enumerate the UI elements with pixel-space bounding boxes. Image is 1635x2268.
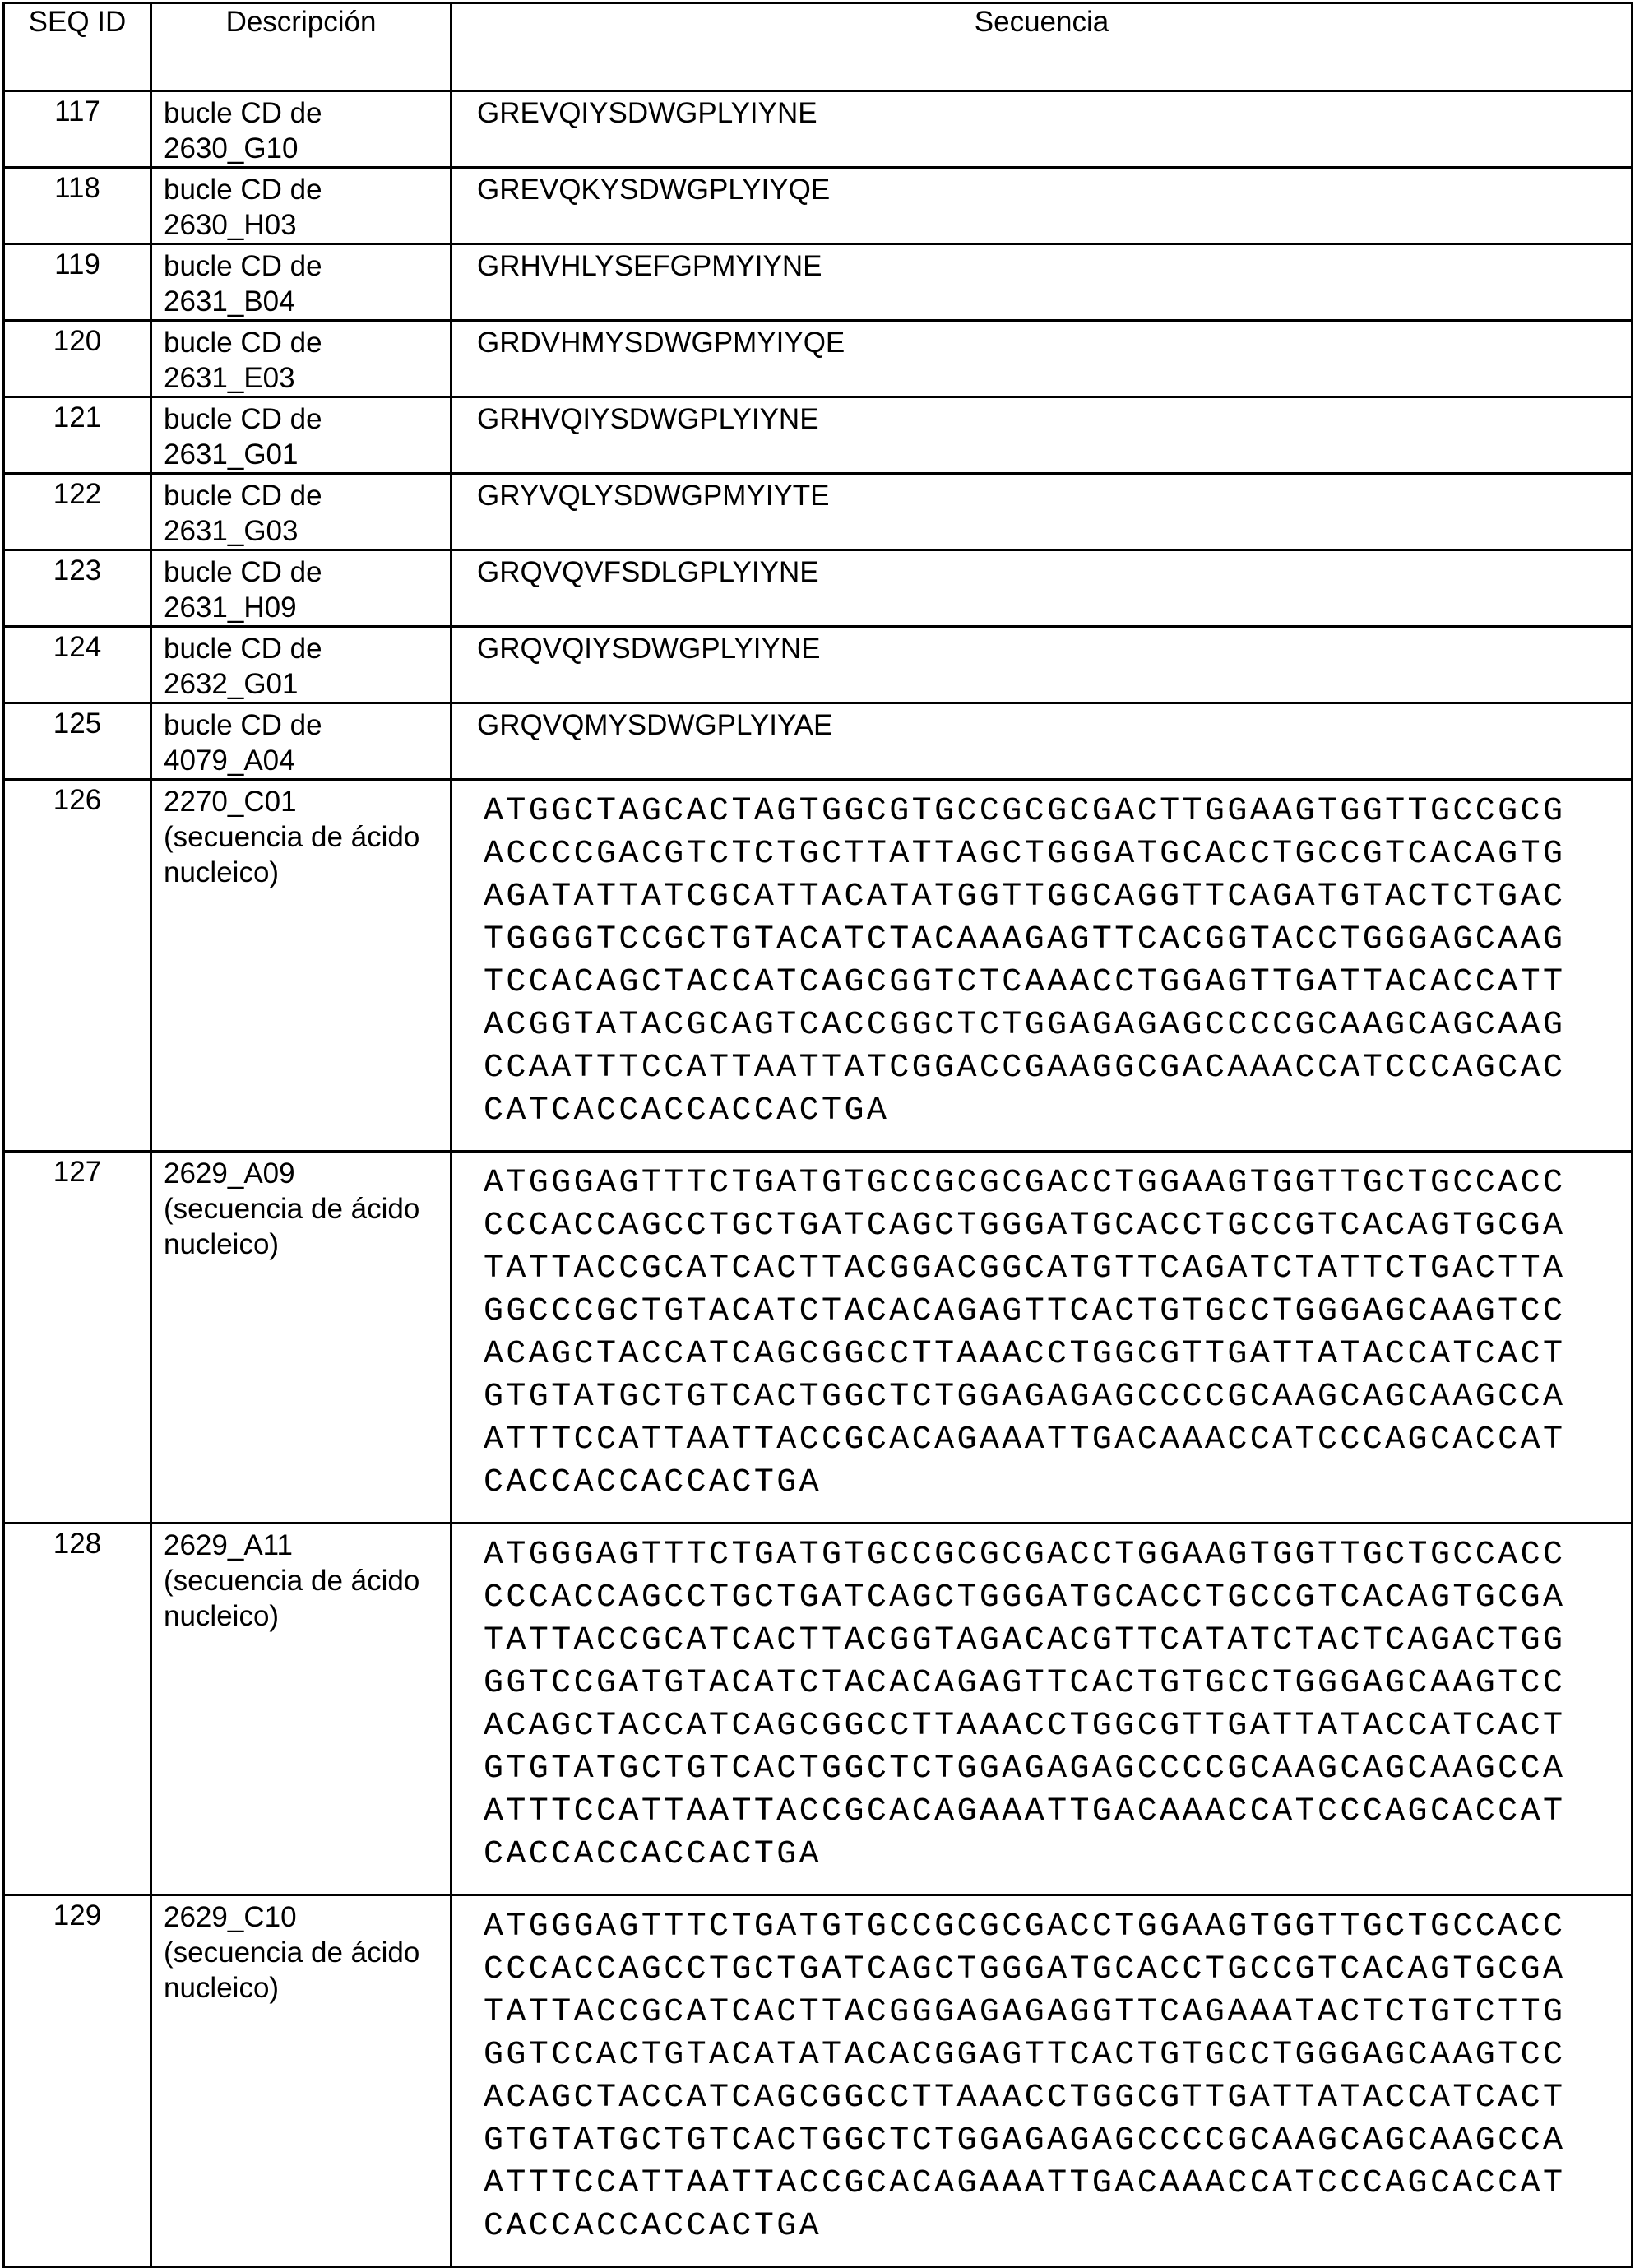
sequence-line: GREVQKYSDWGPLYIYQE <box>477 174 1631 206</box>
description-line: (secuencia de ácido <box>164 1191 450 1227</box>
description-cell <box>151 1524 452 1895</box>
sequence-line: TATTACCGCATCACTTACGGGAGAGAGGTTCAGAAATACTCTGTCTTG <box>484 1992 1631 2034</box>
sequence-line: AGATATTATCGCATTACATATGGTTGGCAGGTTCAGATGTACTCTGAC <box>484 876 1631 919</box>
sequence-line: GGCCCGCTGTACATCTACACAGAGTTCACTGTGCCTGGGAGCAAGTCC <box>484 1291 1631 1333</box>
header-sequence: Secuencia <box>452 3 1633 91</box>
sequence-cell <box>452 244 1633 321</box>
sequence-line: ACAGCTACCATCAGCGGCCTTAAACCTGGCGTTGATTATACCATCACT <box>484 1705 1631 1748</box>
sequence-line: GGTCCACTGTACATATACACGGAGTTCACTGTGCCTGGGAGCAAGTCC <box>484 2034 1631 2077</box>
description-line: 2631_H09 <box>164 590 450 625</box>
sequence-line: CCCACCAGCCTGCTGATCAGCTGGGATGCACCTGCCGTCACAGTGCGA <box>484 1577 1631 1620</box>
description-line: bucle CD de <box>164 172 450 207</box>
sequence-line: ATGGGAGTTTCTGATGTGCCGCGCGACCTGGAAGTGGTTGCTGCCACC <box>484 1906 1631 1949</box>
sequence-line: ACAGCTACCATCAGCGGCCTTAAACCTGGCGTTGATTATACCATCACT <box>484 1333 1631 1376</box>
sequence-cell <box>452 550 1633 627</box>
sequence-cell <box>452 1152 1633 1524</box>
table-row <box>4 1895 1633 2267</box>
sequence-line: GTGTATGCTGTCACTGGCTCTGGAGAGAGCCCCGCAAGCAGCAAGCCA <box>484 1376 1631 1419</box>
sequence-line: ACCCCGACGTCTCTGCTTATTAGCTGGGATGCACCTGCCGTCACAGTG <box>484 833 1631 876</box>
seq-id-cell: 125 <box>4 703 151 780</box>
table-row <box>4 168 1633 244</box>
sequence-line: ATGGGAGTTTCTGATGTGCCGCGCGACCTGGAAGTGGTTGCTGCCACC <box>484 1162 1631 1205</box>
sequence-line: CCCACCAGCCTGCTGATCAGCTGGGATGCACCTGCCGTCACAGTGCGA <box>484 1205 1631 1248</box>
sequence-table <box>2 2 1633 2268</box>
description-line: bucle CD de <box>164 95 450 131</box>
header-row <box>4 3 1633 91</box>
description-line: (secuencia de ácido <box>164 1935 450 1970</box>
description-line: bucle CD de <box>164 478 450 513</box>
description-line: 2629_A09 <box>164 1156 450 1191</box>
description-line: 4079_A04 <box>164 743 450 778</box>
description-line: 2629_C10 <box>164 1899 450 1935</box>
sequence-cell <box>452 1524 1633 1895</box>
header-description: Descripción <box>151 3 452 91</box>
sequence-line: GRQVQMYSDWGPLYIYAE <box>477 709 1631 742</box>
description-cell <box>151 780 452 1152</box>
table-row <box>4 474 1633 550</box>
description-line: 2630_G10 <box>164 131 450 166</box>
sequence-cell <box>452 780 1633 1152</box>
description-line: 2631_E03 <box>164 360 450 396</box>
seq-id-cell: 119 <box>4 244 151 321</box>
description-line: (secuencia de ácido <box>164 1563 450 1598</box>
description-cell <box>151 397 452 474</box>
description-line: bucle CD de <box>164 325 450 360</box>
description-line: bucle CD de <box>164 554 450 590</box>
sequence-line: ACGGTATACGCAGTCACCGGCTCTGGAGAGAGCCCCGCAAGCAGCAAG <box>484 1004 1631 1047</box>
seq-id-cell: 117 <box>4 91 151 168</box>
sequence-cell <box>452 703 1633 780</box>
description-line: nucleico) <box>164 1598 450 1634</box>
description-cell <box>151 627 452 703</box>
sequence-cell <box>452 397 1633 474</box>
sequence-line: ATGGCTAGCACTAGTGGCGTGCCGCGCGACTTGGAAGTGGTTGCCGCG <box>484 791 1631 833</box>
table-row <box>4 91 1633 168</box>
sequence-line: ATGGGAGTTTCTGATGTGCCGCGCGACCTGGAAGTGGTTGCTGCCACC <box>484 1534 1631 1577</box>
description-cell <box>151 474 452 550</box>
header-seq-id: SEQ ID <box>4 3 151 91</box>
sequence-line: CCAATTTCCATTAATTATCGGACCGAAGGCGACAAACCATCCCAGCAC <box>484 1047 1631 1090</box>
description-line: bucle CD de <box>164 248 450 284</box>
description-line: 2270_C01 <box>164 784 450 819</box>
description-line: 2631_G03 <box>164 513 450 549</box>
sequence-line: ATTTCCATTAATTACCGCACAGAAATTGACAAACCATCCCAGCACCAT <box>484 1791 1631 1834</box>
seq-id-cell: 128 <box>4 1524 151 1895</box>
sequence-line: GRQVQIYSDWGPLYIYNE <box>477 633 1631 666</box>
sequence-line: ATTTCCATTAATTACCGCACAGAAATTGACAAACCATCCCAGCACCAT <box>484 1419 1631 1462</box>
sequence-line: GTGTATGCTGTCACTGGCTCTGGAGAGAGCCCCGCAAGCAGCAAGCCA <box>484 2120 1631 2163</box>
sequence-line: TATTACCGCATCACTTACGGACGGCATGTTCAGATCTATTCTGACTTA <box>484 1248 1631 1291</box>
description-line: (secuencia de ácido <box>164 819 450 855</box>
description-line: nucleico) <box>164 1227 450 1262</box>
description-line: 2629_A11 <box>164 1528 450 1563</box>
seq-id-cell: 124 <box>4 627 151 703</box>
sequence-line: GRYVQLYSDWGPMYIYTE <box>477 480 1631 513</box>
sequence-cell <box>452 321 1633 397</box>
table-row <box>4 627 1633 703</box>
description-line: 2632_G01 <box>164 666 450 702</box>
seq-id-cell: 118 <box>4 168 151 244</box>
seq-id-cell: 121 <box>4 397 151 474</box>
table-row <box>4 703 1633 780</box>
sequence-line: GTGTATGCTGTCACTGGCTCTGGAGAGAGCCCCGCAAGCAGCAAGCCA <box>484 1748 1631 1791</box>
description-line: 2630_H03 <box>164 207 450 243</box>
sequence-line: CATCACCACCACCACTGA <box>484 1090 1631 1133</box>
sequence-cell <box>452 627 1633 703</box>
sequence-line: TATTACCGCATCACTTACGGTAGACACGTTCATATCTACTCAGACTGG <box>484 1620 1631 1663</box>
seq-id-cell: 123 <box>4 550 151 627</box>
seq-id-cell: 127 <box>4 1152 151 1524</box>
description-cell <box>151 168 452 244</box>
seq-id-cell: 120 <box>4 321 151 397</box>
description-line: bucle CD de <box>164 401 450 437</box>
seq-id-cell: 126 <box>4 780 151 1152</box>
table-row <box>4 1524 1633 1895</box>
table-row <box>4 780 1633 1152</box>
table-row <box>4 397 1633 474</box>
sequence-line: GGTCCGATGTACATCTACACAGAGTTCACTGTGCCTGGGAGCAAGTCC <box>484 1663 1631 1705</box>
sequence-line: CACCACCACCACTGA <box>484 1462 1631 1505</box>
table-row <box>4 550 1633 627</box>
table-body <box>4 91 1633 2267</box>
seq-id-cell: 129 <box>4 1895 151 2267</box>
sequence-cell <box>452 1895 1633 2267</box>
description-cell <box>151 703 452 780</box>
table-row <box>4 1152 1633 1524</box>
description-cell <box>151 244 452 321</box>
description-cell <box>151 1895 452 2267</box>
description-cell <box>151 321 452 397</box>
description-line: nucleico) <box>164 1970 450 2006</box>
description-line: nucleico) <box>164 855 450 890</box>
sequence-line: GRQVQVFSDLGPLYIYNE <box>477 556 1631 589</box>
description-line: 2631_B04 <box>164 284 450 319</box>
description-cell <box>151 550 452 627</box>
sequence-line: CACCACCACCACTGA <box>484 1834 1631 1876</box>
sequence-line: CCCACCAGCCTGCTGATCAGCTGGGATGCACCTGCCGTCACAGTGCGA <box>484 1949 1631 1992</box>
description-cell <box>151 1152 452 1524</box>
table-row <box>4 321 1633 397</box>
sequence-line: TCCACAGCTACCATCAGCGGTCTCAAACCTGGAGTTGATTACACCATT <box>484 962 1631 1004</box>
sequence-line: GRDVHMYSDWGPMYIYQE <box>477 327 1631 359</box>
table-row <box>4 244 1633 321</box>
sequence-cell <box>452 168 1633 244</box>
description-cell <box>151 91 452 168</box>
sequence-cell <box>452 91 1633 168</box>
sequence-line: GRHVQIYSDWGPLYIYNE <box>477 403 1631 436</box>
sequence-cell <box>452 474 1633 550</box>
sequence-line: ATTTCCATTAATTACCGCACAGAAATTGACAAACCATCCCAGCACCAT <box>484 2163 1631 2205</box>
seq-id-cell: 122 <box>4 474 151 550</box>
sequence-line: CACCACCACCACTGA <box>484 2205 1631 2248</box>
sequence-line: GREVQIYSDWGPLYIYNE <box>477 97 1631 130</box>
description-line: 2631_G01 <box>164 437 450 472</box>
sequence-line: GRHVHLYSEFGPMYIYNE <box>477 250 1631 283</box>
sequence-line: TGGGGTCCGCTGTACATCTACAAAGAGTTCACGGTACCTGGGAGCAAG <box>484 919 1631 962</box>
description-line: bucle CD de <box>164 707 450 743</box>
description-line: bucle CD de <box>164 631 450 666</box>
sequence-line: ACAGCTACCATCAGCGGCCTTAAACCTGGCGTTGATTATACCATCACT <box>484 2077 1631 2120</box>
